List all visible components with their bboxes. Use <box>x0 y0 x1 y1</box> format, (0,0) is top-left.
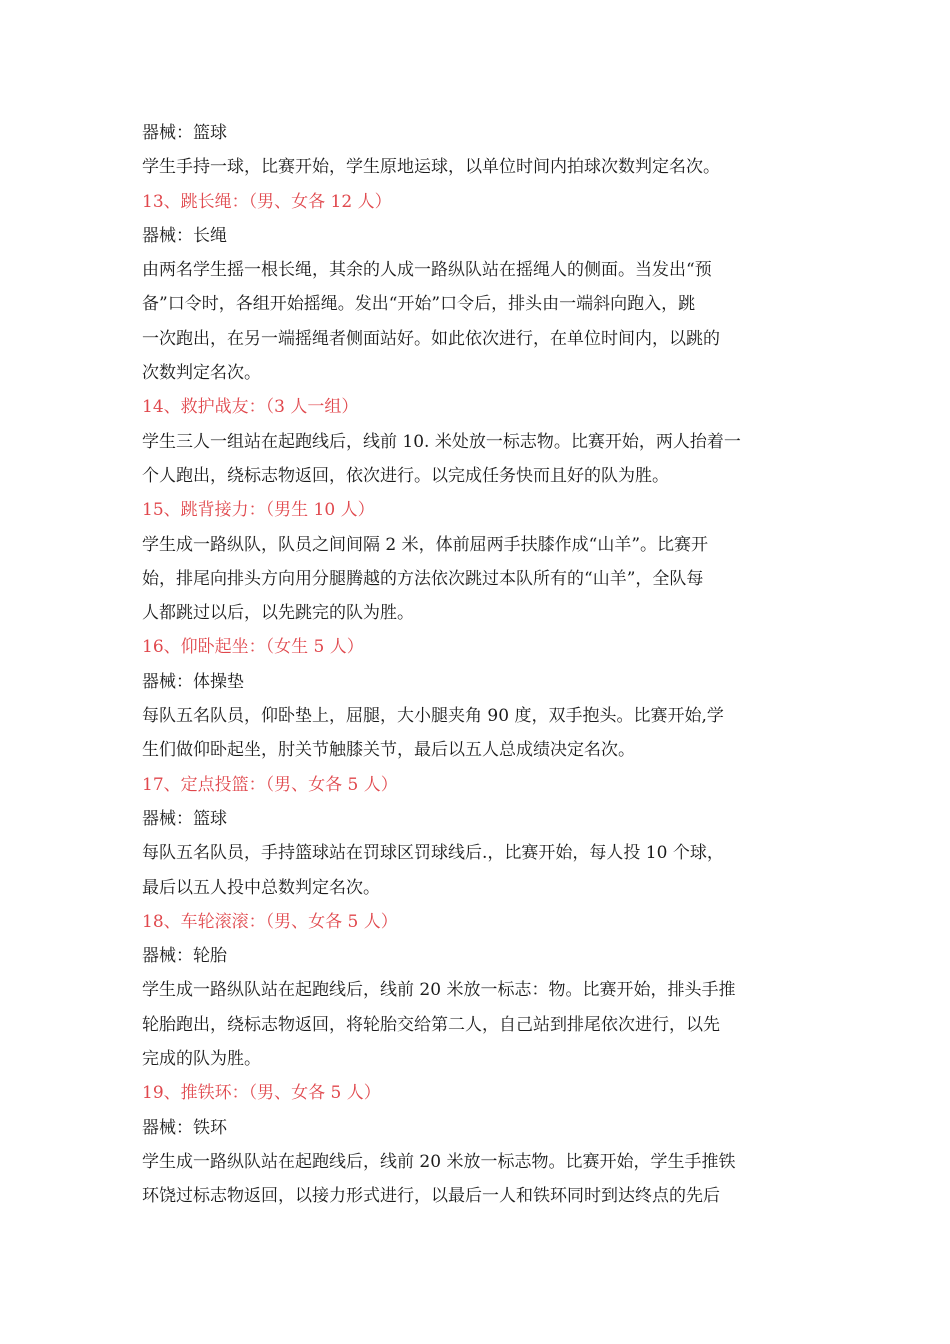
paragraph-line: 次数判定名次。 <box>142 363 261 384</box>
paragraph-line: 器械：篮球 <box>142 123 227 143</box>
paragraph-line: 一次跑出，在另一端摇绳者侧面站好。如此依次进行，在单位时间内，以跳的 <box>142 328 720 349</box>
paragraph-line: 每队五名队员，手持篮球站在罚球区罚球线后.，比赛开始，每人投 10 个球， <box>142 843 724 864</box>
paragraph-line: 每队五名队员，仰卧垫上，屈腿，大小腿夹角 90 度，双手抱头。比赛开始,学 <box>142 706 724 727</box>
paragraph-line: 器械：体操垫 <box>142 671 244 692</box>
paragraph-line: 完成的队为胜。 <box>142 1049 261 1070</box>
paragraph-line: 人都跳过以后，以先跳完的队为胜。 <box>142 603 414 624</box>
section-heading: 14、救护战友：（3 人一组） <box>142 397 359 418</box>
paragraph-line: 学生成一路纵队，队员之间间隔 2 米，体前屈两手扶膝作成“山羊”。比赛开 <box>142 534 709 555</box>
paragraph-line: 轮胎跑出，绕标志物返回，将轮胎交给第二人，自己站到排尾依次进行，以先 <box>142 1014 720 1035</box>
section-heading: 13、跳长绳：（男、女各 12 人） <box>142 191 392 212</box>
section-heading: 16、仰卧起坐：（女生 5 人） <box>142 637 364 658</box>
section-heading: 18、车轮滚滚：（男、女各 5 人） <box>142 911 398 932</box>
document-body <box>142 116 822 1214</box>
paragraph-line: 器械：篮球 <box>142 808 227 829</box>
paragraph-line: 器械：轮胎 <box>142 946 227 967</box>
paragraph-line: 学生成一路纵队站在起跑线后，线前 20 米放一标志物。比赛开始，学生手推铁 <box>142 1151 736 1172</box>
paragraph-line: 学生手持一球，比赛开始，学生原地运球，以单位时间内拍球次数判定名次。 <box>142 157 720 178</box>
section-heading: 19、推铁环：（男、女各 5 人） <box>142 1083 381 1104</box>
paragraph-line: 备”口令时，各组开始摇绳。发出“开始”口令后，排头由一端斜向跑入，跳 <box>142 294 696 315</box>
paragraph-line: 器械：铁环 <box>142 1117 227 1138</box>
paragraph-line: 学生成一路纵队站在起跑线后，线前 20 米放一标志：物。比赛开始，排头手推 <box>142 980 736 1001</box>
paragraph-line: 始，排尾向排头方向用分腿腾越的方法依次跳过本队所有的“山羊”，全队每 <box>142 568 704 589</box>
paragraph-line: 生们做仰卧起坐，肘关节触膝关节，最后以五人总成绩决定名次。 <box>142 740 635 761</box>
paragraph-line: 环饶过标志物返回，以接力形式进行，以最后一人和铁环同时到达终点的先后 <box>142 1186 720 1207</box>
section-heading: 15、跳背接力：（男生 10 人） <box>142 500 375 521</box>
paragraph-line: 个人跑出，绕标志物返回，依次进行。以完成任务快而且好的队为胜。 <box>142 465 669 486</box>
paragraph-line: 最后以五人投中总数判定名次。 <box>142 877 380 898</box>
section-heading: 17、定点投篮：（男、女各 5 人） <box>142 774 398 795</box>
paragraph-line: 学生三人一组站在起跑线后，线前 10. 米处放一标志物。比赛开始，两人抬着一 <box>142 431 741 452</box>
paragraph-line: 由两名学生摇一根长绳，其余的人成一路纵队站在摇绳人的侧面。当发出“预 <box>142 260 712 281</box>
paragraph-line: 器械：长绳 <box>142 225 227 246</box>
